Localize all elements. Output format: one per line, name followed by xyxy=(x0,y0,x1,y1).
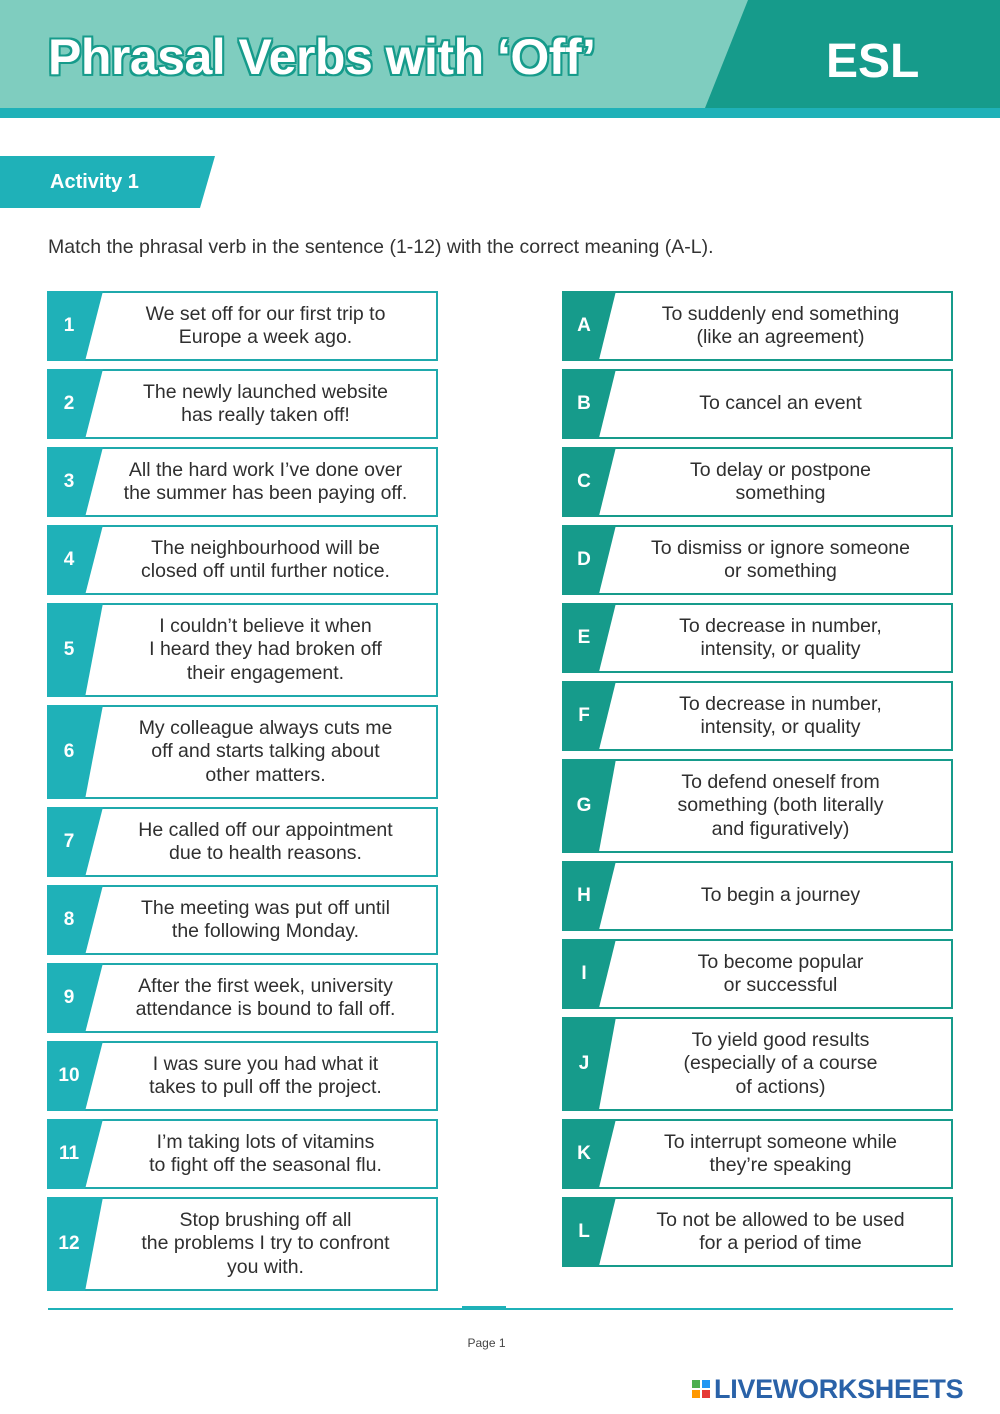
sentence-text: All the hard work I’ve done over the summer has been paying off. xyxy=(123,458,408,504)
instructions: Match the phrasal verb in the sentence (1-12) with the correct meaning (A-L). xyxy=(48,236,714,258)
activity-label: Activity 1 xyxy=(50,171,139,193)
sentence-card-2[interactable] xyxy=(47,369,438,439)
meaning-card-c[interactable] xyxy=(562,447,953,517)
meaning-card-l[interactable] xyxy=(562,1197,953,1267)
meaning-text: To delay or postpone something xyxy=(689,458,872,504)
meaning-letter: H xyxy=(577,885,591,906)
sentence-card-7[interactable] xyxy=(47,807,438,877)
sentence-number: 4 xyxy=(63,549,75,570)
sentence-text: After the first week, university attendance is bound to fall off. xyxy=(135,974,396,1020)
header-stripe xyxy=(0,108,1000,118)
meaning-text: To decrease in number, intensity, or quality xyxy=(679,614,882,660)
meaning-card-e[interactable] xyxy=(562,603,953,673)
sentence-number: 8 xyxy=(63,909,75,930)
sentence-number: 3 xyxy=(63,471,75,492)
sentence-card-3[interactable] xyxy=(47,447,438,517)
sentence-number: 1 xyxy=(63,315,75,336)
sentence-card-5[interactable] xyxy=(47,603,438,697)
sentence-number: 9 xyxy=(63,987,75,1008)
sentence-card-11[interactable] xyxy=(47,1119,438,1189)
sentence-number: 12 xyxy=(58,1233,80,1254)
meaning-card-f[interactable] xyxy=(562,681,953,751)
sentence-text: I’m taking lots of vitamins to fight off the seasonal flu. xyxy=(149,1130,382,1176)
logo-tile xyxy=(692,1390,700,1398)
meaning-letter: F xyxy=(578,705,590,726)
sentence-card-12[interactable] xyxy=(47,1197,438,1291)
sentence-card-8[interactable] xyxy=(47,885,438,955)
meaning-text: To yield good results (especially of a course of actions) xyxy=(683,1028,878,1098)
sentence-text: I was sure you had what it takes to pull off the project. xyxy=(149,1052,382,1098)
meaning-card-h[interactable] xyxy=(562,861,953,931)
sentence-number: 5 xyxy=(63,639,75,660)
sentence-card-1[interactable] xyxy=(47,291,438,361)
sentence-text: We set off for our first trip to Europe a week ago. xyxy=(145,302,386,348)
meaning-card-i[interactable] xyxy=(562,939,953,1009)
sentence-text: Stop brushing off all the problems I try to confront you with. xyxy=(141,1208,390,1278)
meaning-text: To decrease in number, intensity, or quality xyxy=(679,692,882,738)
sentence-text: I couldn’t believe it when I heard they had broken off their engagement. xyxy=(149,614,382,684)
brand-name: LIVEWORKSHEETS xyxy=(714,1373,964,1404)
meaning-card-g[interactable] xyxy=(562,759,953,853)
meaning-card-k[interactable] xyxy=(562,1119,953,1189)
meaning-letter: A xyxy=(577,315,591,336)
logo-tiles-icon xyxy=(692,1380,710,1398)
page-header xyxy=(0,0,1000,120)
sentence-text: The meeting was put off until the following Monday. xyxy=(141,896,390,942)
sentence-text: The newly launched website has really taken off! xyxy=(143,380,388,426)
sentence-text: The neighbourhood will be closed off until further notice. xyxy=(141,536,390,582)
logo-tile xyxy=(702,1380,710,1388)
logo-tile xyxy=(692,1380,700,1388)
meaning-text: To become popular or successful xyxy=(697,950,864,996)
meaning-card-a[interactable] xyxy=(562,291,953,361)
footer-divider-accent xyxy=(462,1306,506,1310)
meaning-card-b[interactable] xyxy=(562,369,953,439)
meaning-text: To not be allowed to be used for a period of time xyxy=(656,1208,905,1254)
logo-tile xyxy=(702,1390,710,1398)
meaning-letter: C xyxy=(577,471,591,492)
sentence-card-6[interactable] xyxy=(47,705,438,799)
page-title: Phrasal Verbs with ‘Off’ xyxy=(48,29,596,85)
sentence-card-4[interactable] xyxy=(47,525,438,595)
meaning-letter: B xyxy=(577,393,591,414)
meaning-letter: E xyxy=(577,627,591,648)
sentence-card-10[interactable] xyxy=(47,1041,438,1111)
sentence-text: My colleague always cuts me off and starts talking about other matters. xyxy=(138,716,393,786)
sentence-card-9[interactable] xyxy=(47,963,438,1033)
page-number: Page 1 xyxy=(467,1336,506,1350)
sentence-number: 6 xyxy=(63,741,75,762)
meaning-text: To begin a journey xyxy=(700,884,861,907)
sentence-number: 7 xyxy=(63,831,75,852)
meaning-letter: K xyxy=(577,1143,591,1164)
meaning-card-d[interactable] xyxy=(562,525,953,595)
sentence-number: 2 xyxy=(63,393,75,414)
esl-tag: ESL xyxy=(826,35,920,88)
meaning-text: To dismiss or ignore someone or something xyxy=(650,536,911,582)
meaning-letter: L xyxy=(578,1221,590,1242)
meaning-letter: J xyxy=(578,1053,590,1074)
meaning-letter: G xyxy=(576,795,592,816)
meaning-text: To suddenly end something (like an agreement) xyxy=(661,302,900,348)
meaning-text: To cancel an event xyxy=(699,392,862,415)
sentence-text: He called off our appointment due to health reasons. xyxy=(138,818,393,864)
liveworksheets-logo[interactable] xyxy=(692,1374,963,1404)
meaning-text: To interrupt someone while they’re speaking xyxy=(663,1130,898,1176)
meaning-card-j[interactable] xyxy=(562,1017,953,1111)
meaning-letter: D xyxy=(577,549,591,570)
meaning-letter: I xyxy=(581,963,587,984)
sentence-number: 11 xyxy=(58,1143,80,1164)
meaning-text: To defend oneself from something (both literally and figuratively) xyxy=(677,770,884,840)
sentence-number: 10 xyxy=(58,1065,80,1086)
